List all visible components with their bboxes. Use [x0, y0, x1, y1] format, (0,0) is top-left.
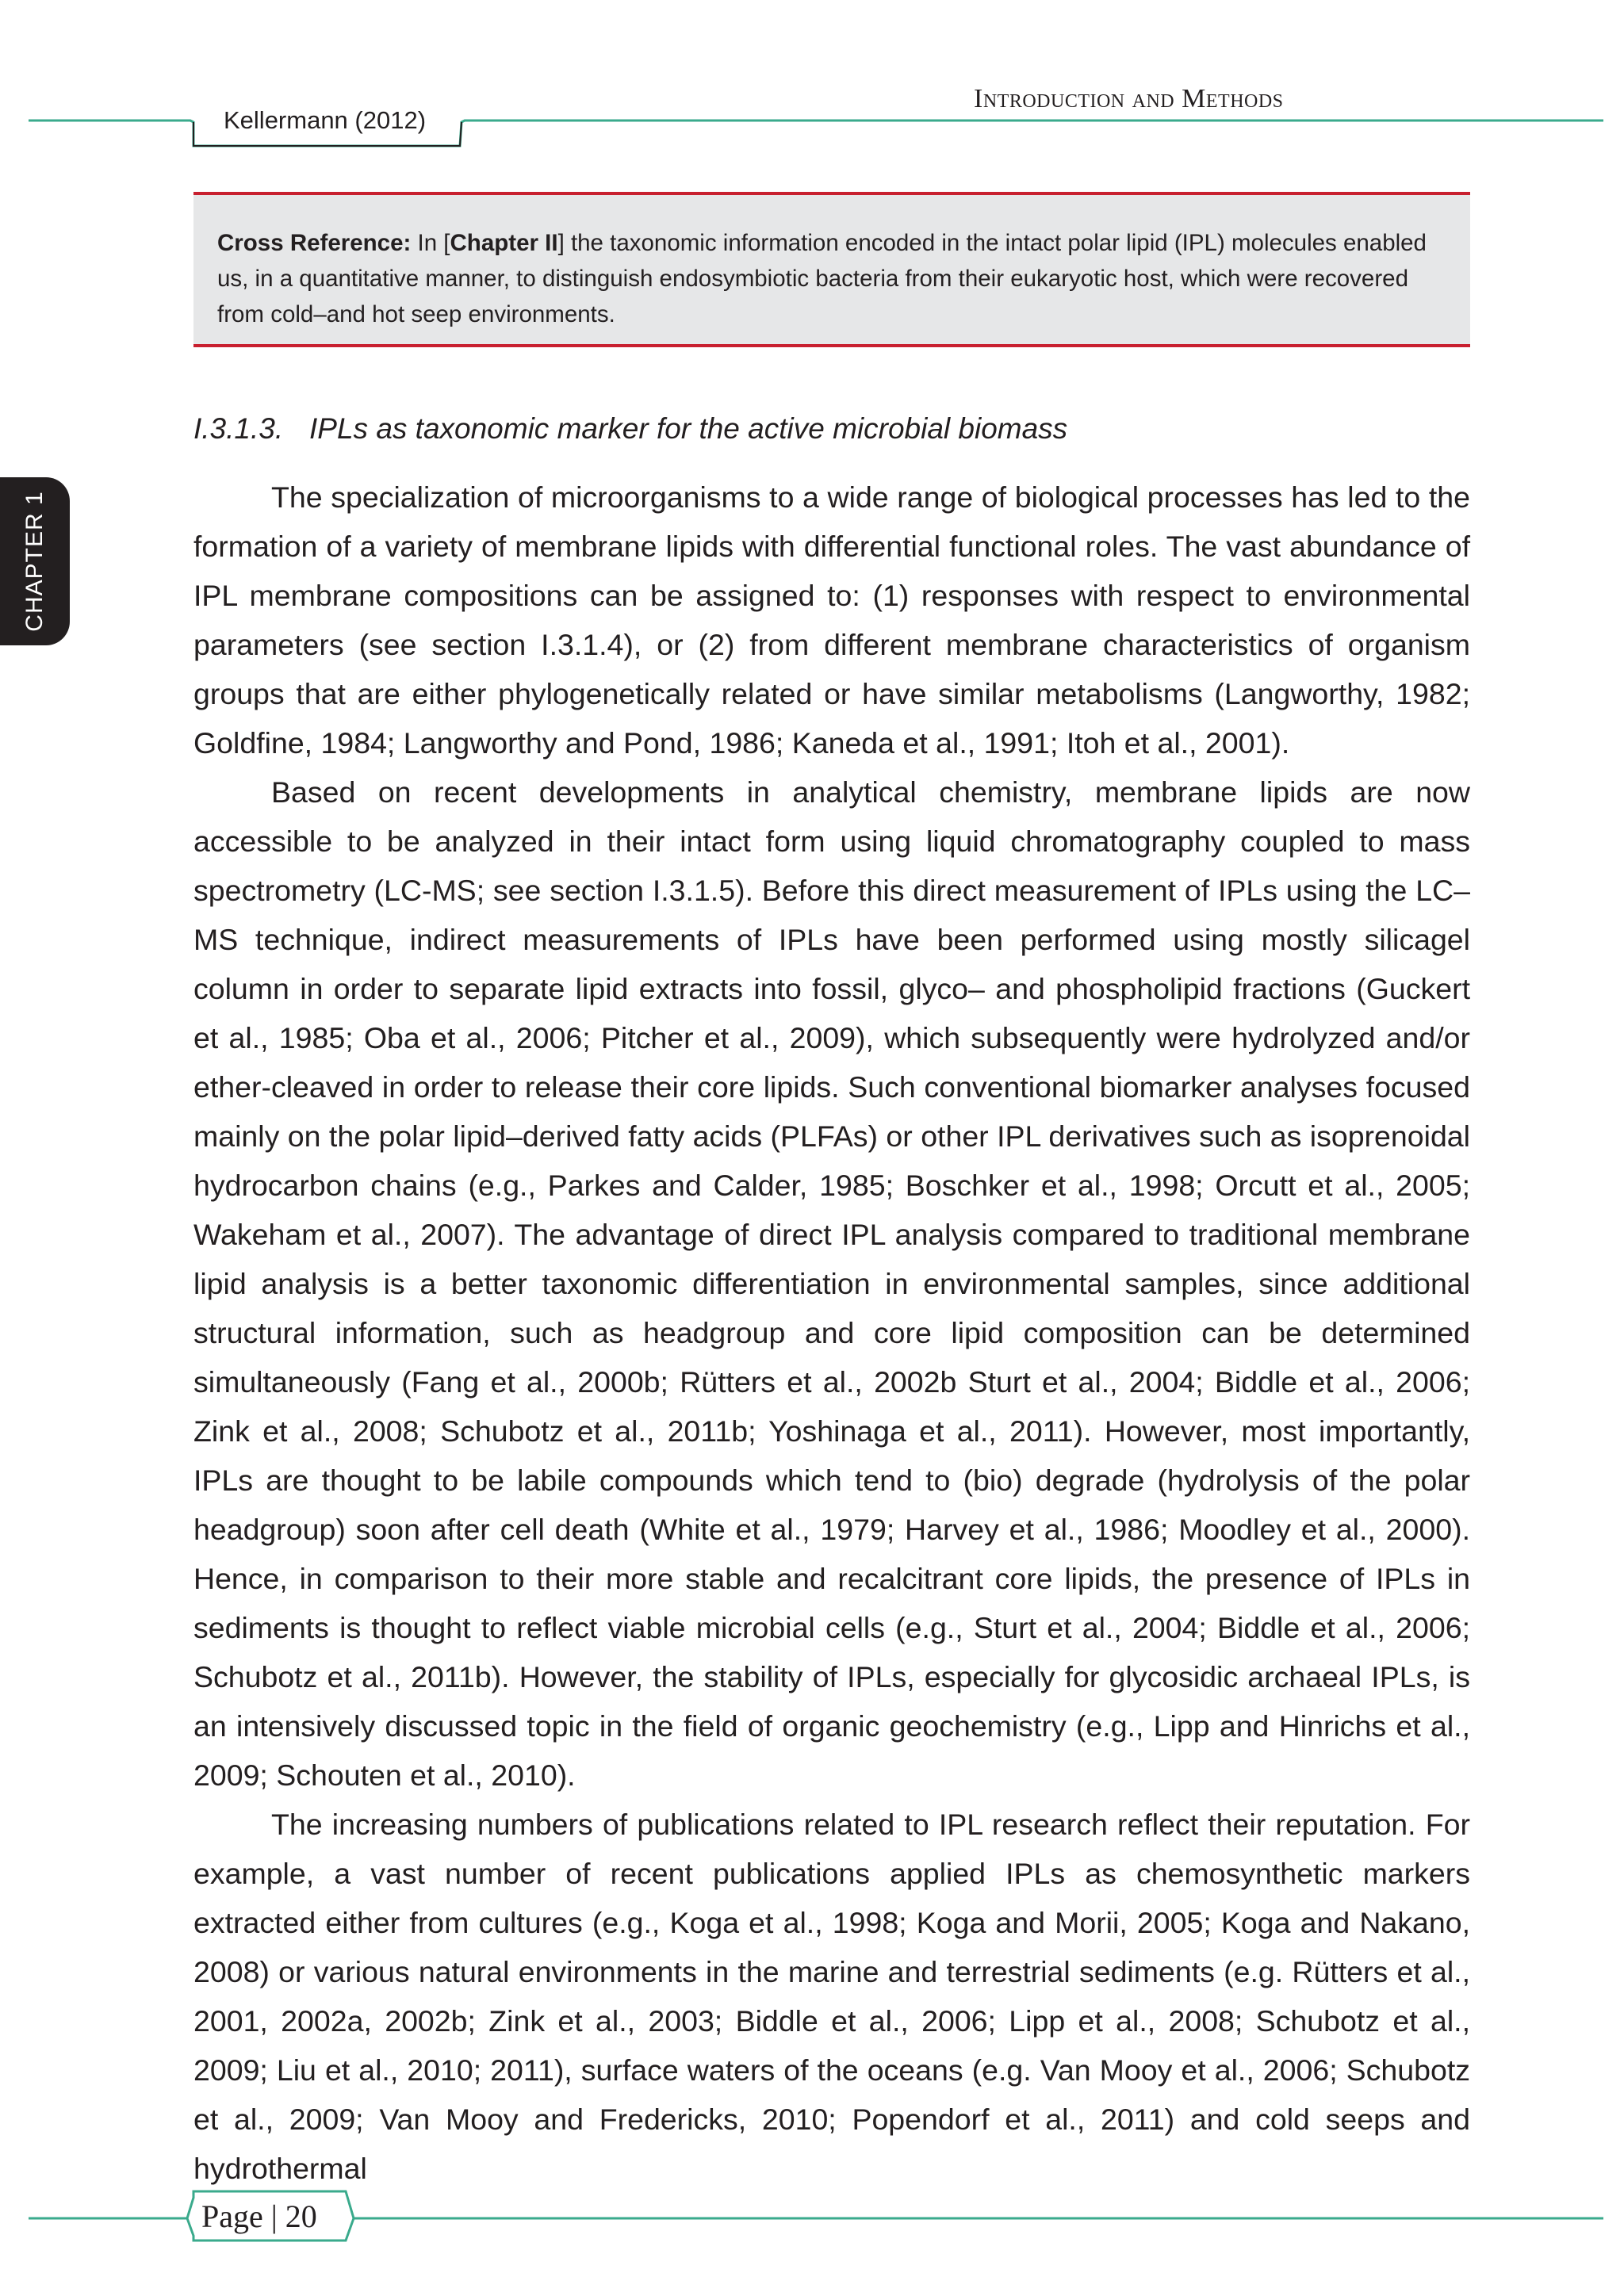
subsection-title: IPLs as taxonomic marker for the active microbial biomass	[309, 412, 1068, 445]
page-number: Page | 20	[201, 2198, 317, 2234]
cross-reference-chapter: Chapter II	[450, 230, 558, 256]
cross-reference-box	[193, 192, 1470, 347]
paragraph: The increasing numbers of publications related to IPL research reflect their reputation. For example, a vast number of recent publications applied IPLs as chemosynthetic markers extracted either from cultures (e.g., Koga et al., 1998; Koga and Morii, 2005; Koga and Nakano, 2008) or various natural environments in the marine and terrestrial sediments (e.g. Rütters et al., 2001, 2002a, 2002b; Zink et al., 2003; Biddle et al., 2006; Lipp et al., 2008; Schubotz et al., 2009; Liu et al., 2010; 2011), surface waters of the oceans (e.g. Van Mooy et al., 2006; Schubotz et al., 2009; Van Mooy and Fredericks, 2010; Popendorf et al., 2011) and cold seeps and hydrothermal	[193, 1808, 1470, 2185]
subsection-heading	[193, 412, 1067, 446]
cross-reference-label: Cross Reference:	[217, 230, 412, 256]
body-text	[193, 473, 1470, 2193]
header-author: Kellermann (2012)	[224, 106, 427, 134]
header-section-title: Introduction and Methods	[974, 84, 1284, 113]
cross-reference-text-start: In [	[411, 230, 450, 256]
cross-reference-text: ] the taxonomic information encoded in the intact polar lipid (IPL) molecules enabled us, in a quantitative manner, to distinguish endosymbiotic bacteria from their eukaryotic host, which were recovered from cold–and hot seep environments.	[217, 230, 1427, 327]
chapter-tab	[0, 477, 70, 645]
chapter-tab-label: CHAPTER 1	[21, 491, 48, 632]
subsection-number: I.3.1.3.	[193, 412, 284, 445]
paragraph: The specialization of microorganisms to a wide range of biological processes has led to the formation of a variety of membrane lipids with differential functional roles. The vast abundance of IPL membrane compositions can be assigned to: (1) responses with respect to environmental parameters (see section I.3.1.4), or (2) from different membrane characteristics of organism groups that are either phylogenetically related or have similar metabolisms (Langworthy, 1982; Goldfine, 1984; Langworthy and Pond, 1986; Kaneda et al., 1991; Itoh et al., 2001).	[193, 480, 1470, 760]
paragraph: Based on recent developments in analytical chemistry, membrane lipids are now accessible to be analyzed in their intact form using liquid chromatography coupled to mass spectrometry (LC-MS; see section I.3.1.5). Before this direct measurement of IPLs using the LC–MS technique, indirect measurements of IPLs have been performed using mostly silicagel column in order to separate lipid extracts into fossil, glyco– and phospholipid fractions (Guckert et al., 1985; Oba et al., 2006; Pitcher et al., 2009), which subsequently were hydrolyzed and/or ether-cleaved in order to release their core lipids. Such conventional biomarker analyses focused mainly on the polar lipid–derived fatty acids (PLFAs) or other IPL derivatives such as isoprenoidal hydrocarbon chains (e.g., Parkes and Calder, 1985; Boschker et al., 1998; Orcutt et al., 2005; Wakeham et al., 2007). The advantage of direct IPL analysis compared to traditional membrane lipid analysis is a better taxonomic differentiation in environmental samples, since additional structural information, such as headgroup and core lipid composition can be determined simultaneously (Fang et al., 2000b; Rütters et al., 2002b Sturt et al., 2004; Biddle et al., 2006; Zink et al., 2008; Schubotz et al., 2011b; Yoshinaga et al., 2011). However, most importantly, IPLs are thought to be labile compounds which tend to (bio) degrade (hydrolysis of the polar headgroup) soon after cell death (White et al., 1979; Harvey et al., 1986; Moodley et al., 2000). Hence, in comparison to their more stable and recalcitrant core lipids, the presence of IPLs in sediments is thought to reflect viable microbial cells (e.g., Sturt et al., 2004; Biddle et al., 2006; Schubotz et al., 2011b). However, the stability of IPLs, especially for glycosidic archaeal IPLs, is an intensively discussed topic in the field of organic geochemistry (e.g., Lipp and Hinrichs et al., 2009; Schouten et al., 2010).	[193, 775, 1470, 1792]
